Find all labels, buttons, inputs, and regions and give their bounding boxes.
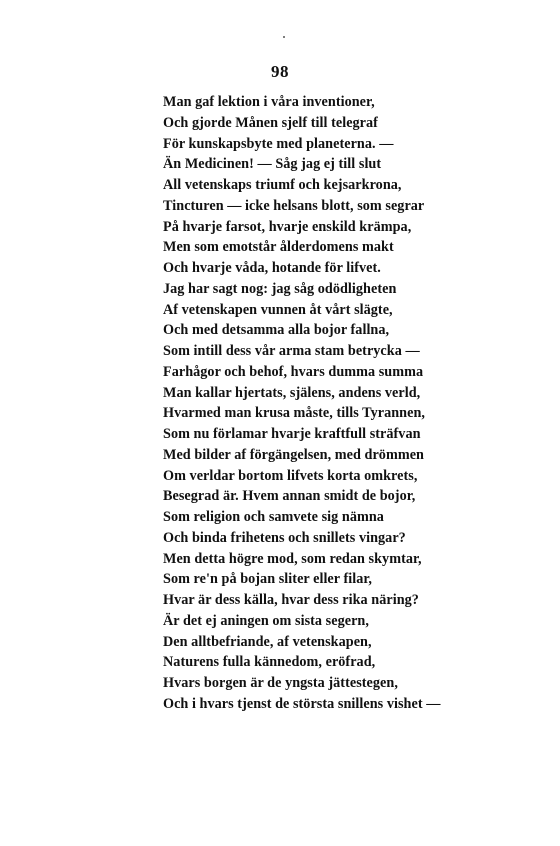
poem-line: Hvars borgen är de yngsta jättestegen, bbox=[163, 675, 398, 691]
page-number: 98 bbox=[271, 62, 289, 81]
poem-text bbox=[163, 92, 548, 715]
poem-line: Och binda frihetens och snillets vingar? bbox=[163, 529, 406, 546]
poem-line: Tincturen — icke helsans blott, som segrar bbox=[163, 197, 425, 214]
poem-line: För kunskapsbyte med planeterna. — bbox=[163, 135, 394, 152]
print-speck bbox=[283, 36, 285, 38]
poem-line: Man gaf lektion i våra inventioner, bbox=[163, 94, 375, 110]
poem-line: Och i hvars tjenst de största snillens vishet — bbox=[163, 695, 441, 712]
poem-line: Hvarmed man krusa måste, tills Tyrannen, bbox=[163, 405, 425, 422]
poem-line: All vetenskaps triumf och kejsarkrona, bbox=[163, 177, 402, 193]
poem-line: Men som emotstår ålderdomens makt bbox=[163, 239, 394, 256]
poem-line: Men detta högre mod, som redan skymtar, bbox=[163, 550, 422, 567]
poem-line: Och med detsamma alla bojor fallna, bbox=[163, 322, 390, 339]
poem-line: Jag har sagt nog: jag såg odödligheten bbox=[163, 280, 397, 297]
poem-line: Med bilder af förgängelsen, med drömmen bbox=[163, 446, 424, 463]
poem-line: Som re'n på bojan sliter eller filar, bbox=[163, 571, 373, 588]
poem-line: Farhågor och behof, hvars dumma summa bbox=[163, 363, 424, 380]
poem-line: Som intill dess vår arma stam betrycka — bbox=[163, 343, 420, 359]
poem-line: Och hvarje våda, hotande för lifvet. bbox=[163, 260, 381, 276]
poem-line: Som nu förlamar hvarje kraftfull sträfvan bbox=[163, 426, 421, 442]
poem-line: Man kallar hjertats, själens, andens verld, bbox=[163, 384, 421, 401]
poem-line: Hvar är dess källa, hvar dess rika näring? bbox=[163, 592, 419, 608]
poem-line: Besegrad är. Hvem annan smidt de bojor, bbox=[163, 488, 416, 505]
poem-line: Om verldar bortom lifvets korta omkrets, bbox=[163, 467, 418, 484]
poem-line: Naturens fulla kännedom, eröfrad, bbox=[163, 654, 376, 671]
poem-line: Som religion och samvete sig nämna bbox=[163, 509, 384, 525]
poem-line: Än Medicinen! — Såg jag ej till slut bbox=[163, 156, 382, 173]
poem-line: Och gjorde Månen sjelf till telegraf bbox=[163, 114, 378, 131]
poem-line: Den alltbefriande, af vetenskapen, bbox=[163, 633, 372, 650]
poem-line: På hvarje farsot, hvarje enskild krämpa, bbox=[163, 218, 412, 235]
poem-line: Af vetenskapen vunnen åt vårt slägte, bbox=[163, 301, 393, 318]
poem-line: Är det ej aningen om sista segern, bbox=[163, 612, 369, 629]
